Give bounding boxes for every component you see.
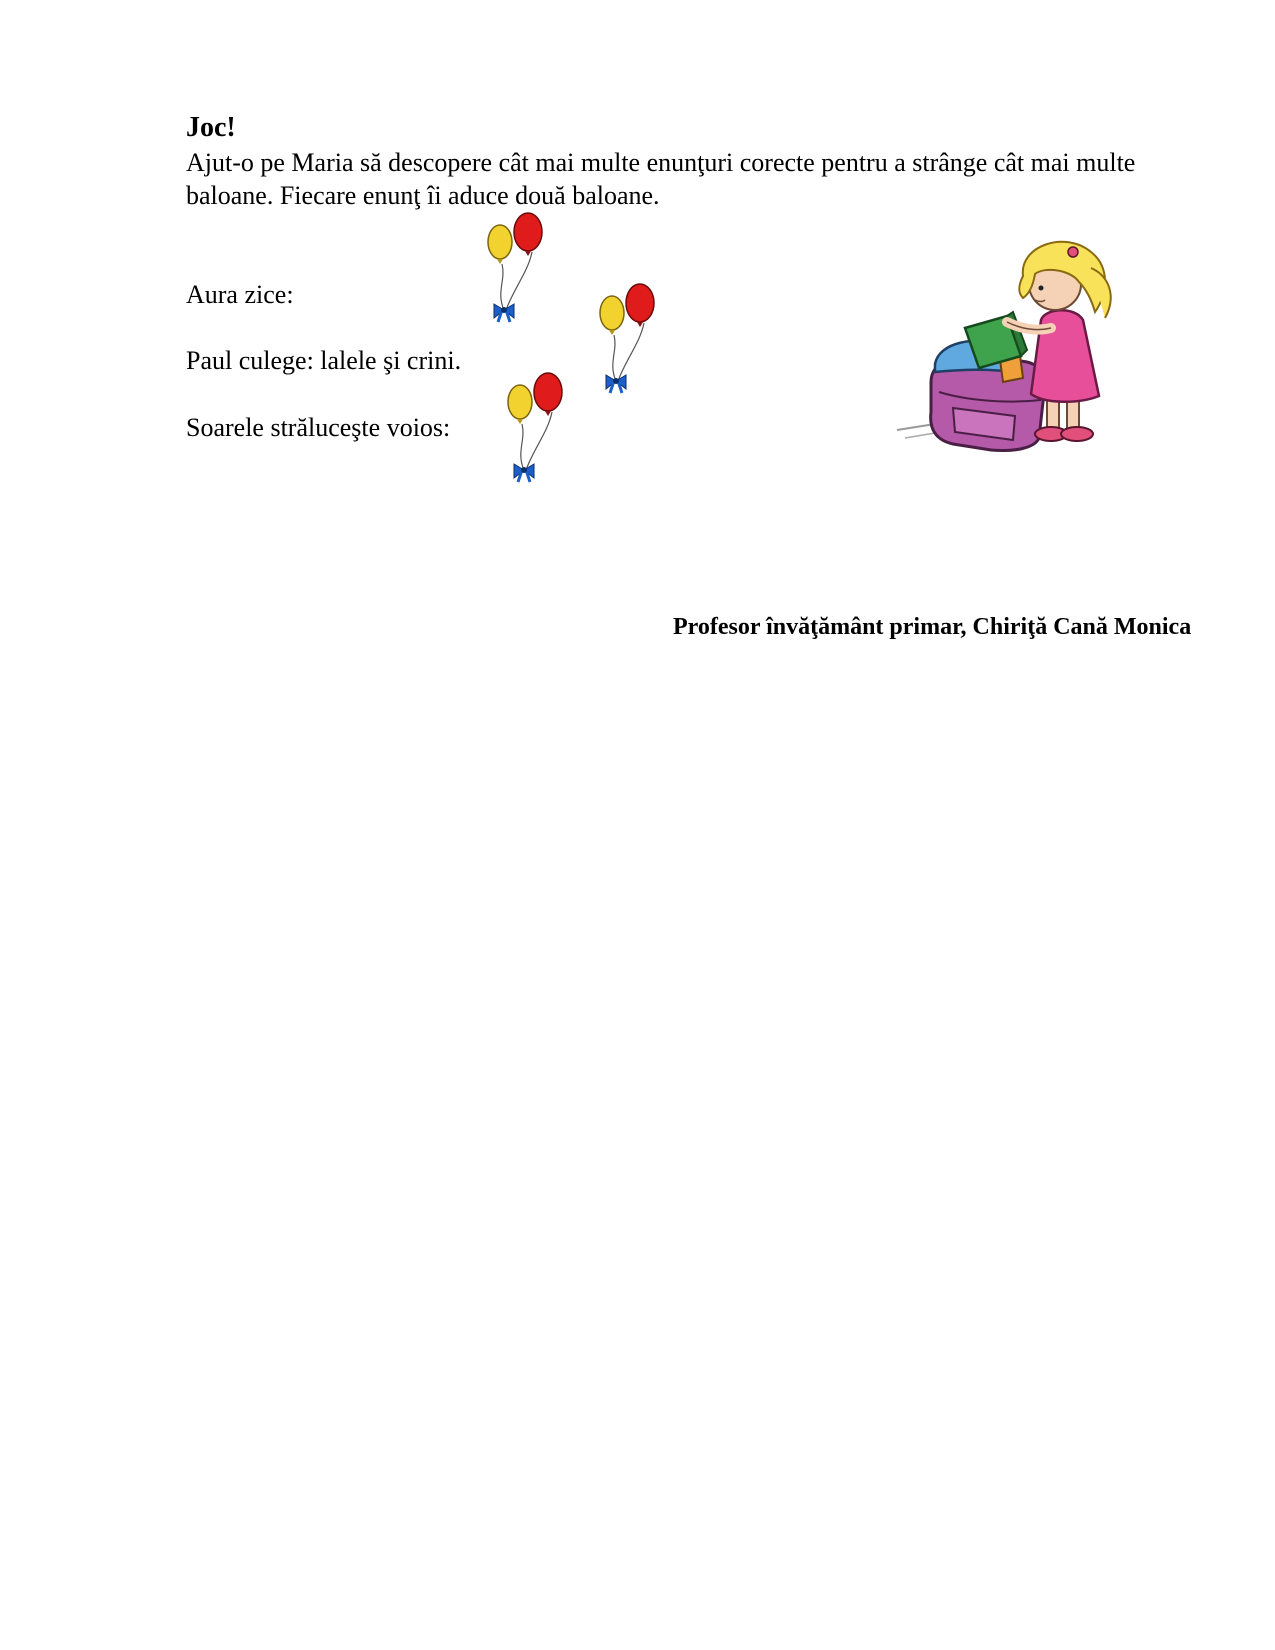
intro-paragraph: Ajut-o pe Maria să descopere cât mai multe enunţuri corecte pentru a strânge cât mai multe baloane. Fiecare enunţ îi aduce două baloane. [186, 148, 1136, 210]
author-signature: Profesor învăţământ primar, Chiriţă Cană Monica [673, 614, 1192, 640]
page-title: Joc! [186, 112, 236, 143]
sentence-soarele: Soarele străluceşte voios: [186, 413, 451, 442]
balloon-pair-icon [596, 283, 676, 395]
sentence-aura: Aura zice: [186, 280, 294, 309]
balloon-pair-icon [504, 372, 584, 484]
balloon-pair-icon [484, 212, 564, 324]
sentence-paul: Paul culege: lalele şi crini. [186, 346, 462, 375]
girl-with-backpack-icon [895, 232, 1145, 458]
